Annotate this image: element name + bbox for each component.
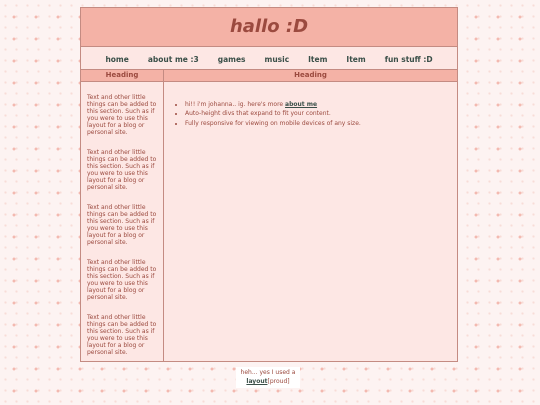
about-me-link[interactable]: about me: [285, 101, 318, 108]
sidebar-text-block: Text and other little things can be added to this section. Such as if you were to use this layout for a blog or personal site.: [87, 149, 157, 191]
footer-line: heh... yes I used a: [240, 369, 296, 376]
nav-music-link[interactable]: music: [264, 54, 290, 64]
sidebar-text-block: Text and other little things can be added to this section. Such as if you were to use this layout for a blog or personal site.: [87, 94, 157, 136]
list-item-text: hi!! i'm johanna.. ig. here's more: [185, 101, 286, 108]
footer-suffix: [proud]: [267, 378, 290, 385]
list-item-text: Fully responsive for viewing on mobile devices of any size.: [185, 119, 361, 127]
intro-list: [176, 100, 449, 128]
nav-games-link[interactable]: games: [217, 54, 246, 64]
list-item: [185, 109, 449, 118]
sidebar-text-block: Text and other little things can be added to this section. Such as if you were to use this layout for a blog or personal site.: [87, 314, 157, 356]
nav-item-link-2[interactable]: Item: [346, 54, 366, 64]
sidebar: [81, 70, 164, 362]
sidebar-text-block: Text and other little things can be added to this section. Such as if you were to use this layout for a blog or personal site.: [87, 259, 157, 301]
footer: [236, 367, 300, 388]
sidebar-body: [81, 82, 163, 356]
main-heading: Heading: [164, 70, 457, 82]
main-content: [164, 70, 457, 362]
list-item: [185, 119, 449, 128]
footer-credit: [236, 377, 300, 386]
sidebar-heading: Heading: [81, 70, 163, 82]
nav-item-link-1[interactable]: Item: [308, 54, 328, 64]
list-item-text: Auto-height divs that expand to fit your content.: [185, 110, 331, 118]
nav-about-me-link[interactable]: about me :3: [147, 54, 199, 64]
layout-credit-link[interactable]: layout: [246, 378, 268, 385]
nav-home-link[interactable]: home: [105, 54, 129, 64]
nav-fun-stuff-link[interactable]: fun stuff :D: [384, 54, 433, 64]
main-body: [164, 82, 457, 128]
sidebar-text-block: Text and other little things can be added to this section. Such as if you were to use this layout for a blog or personal site.: [87, 204, 157, 246]
nav-bar: [81, 47, 457, 70]
site-title: hallo :D: [81, 8, 457, 47]
list-item: [185, 100, 449, 109]
content-columns: [81, 70, 457, 362]
page-container: [80, 7, 458, 362]
